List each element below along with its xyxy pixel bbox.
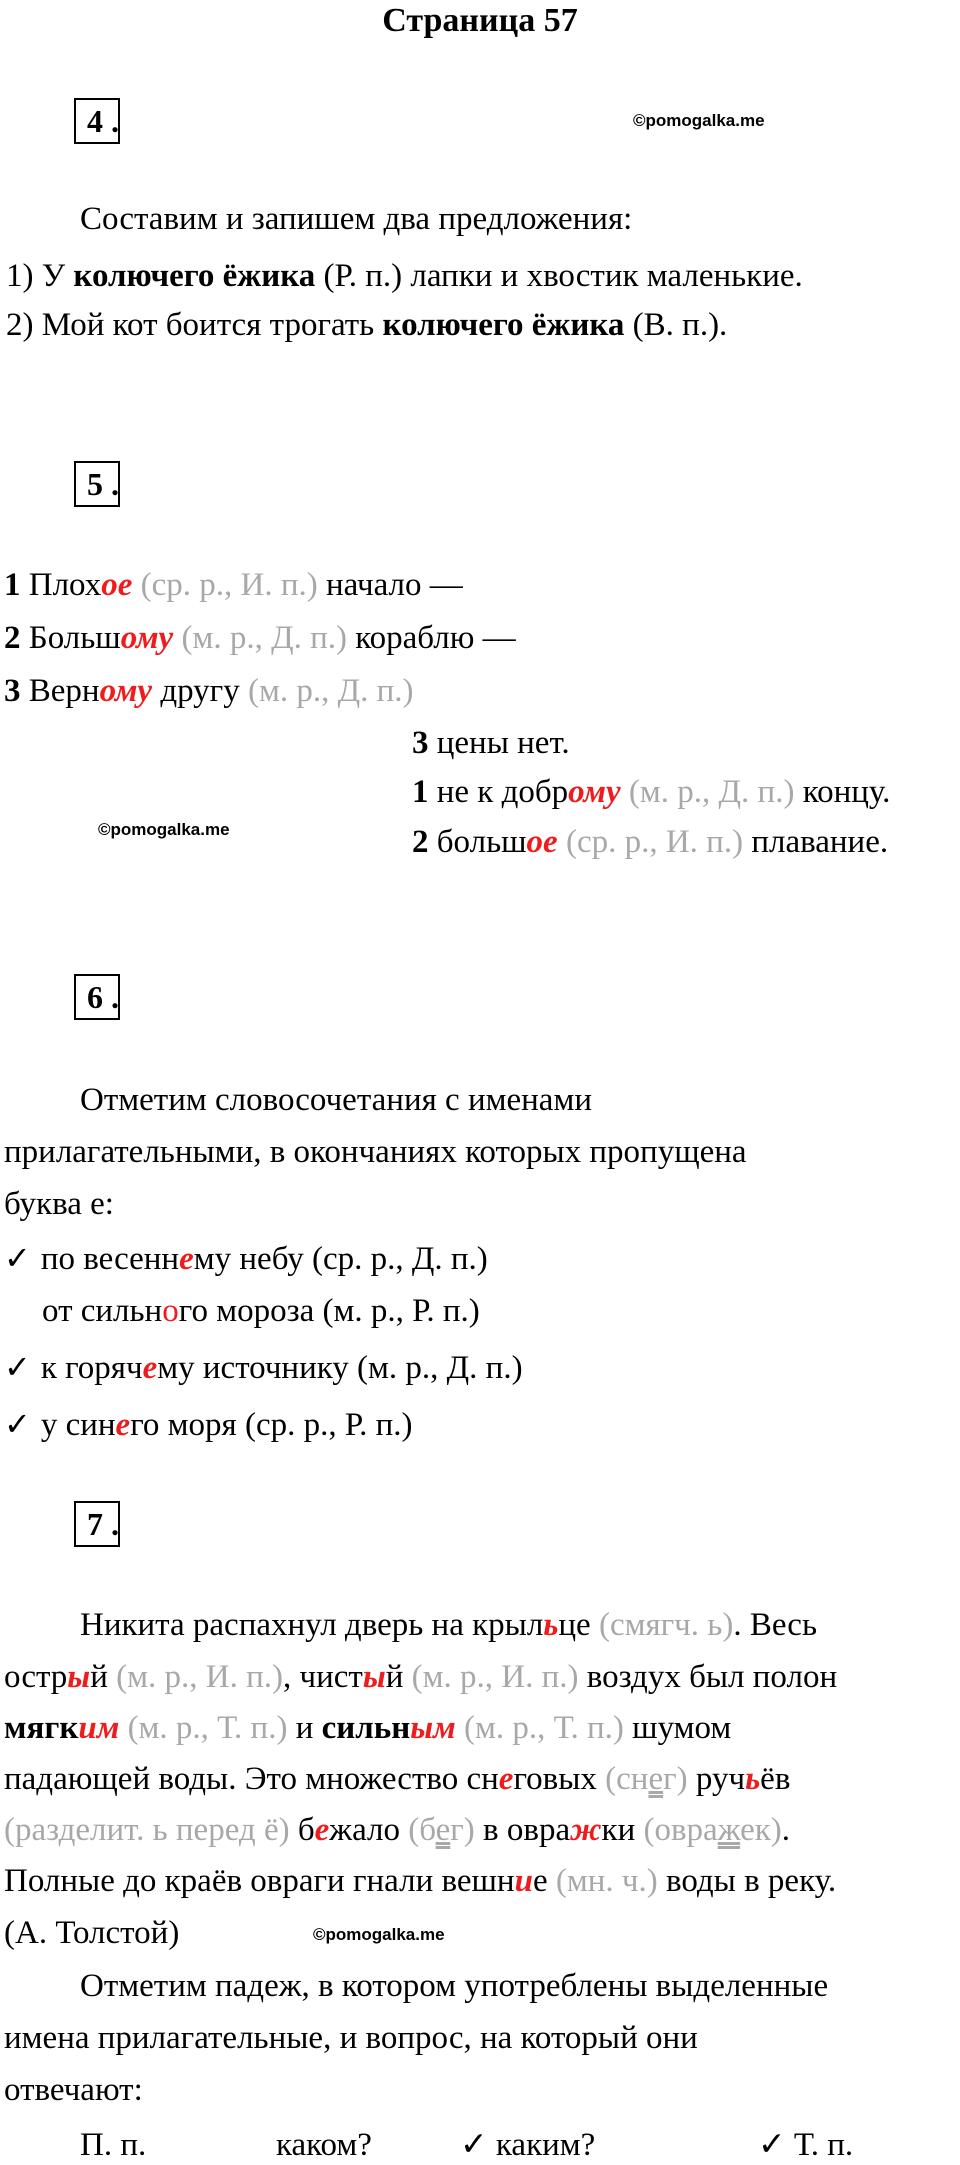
task-7-question-1: Отметим падеж, в котором употреблены выделенные	[80, 1968, 829, 2004]
watermark: ©pomogalka.me	[98, 820, 230, 839]
task-7-dot: .	[111, 1506, 119, 1542]
task-6-dot: .	[111, 979, 119, 1015]
task-4-dot: .	[111, 103, 119, 139]
task-7-question-2: имена прилагательные, и вопрос, на который они	[4, 2020, 698, 2056]
task-7-question-3: отвечают:	[4, 2072, 143, 2108]
answer-question-kakom: каком?	[276, 2127, 372, 2163]
task-7-line-6: Полные до краёв овраги гнали вешние (мн. ч.) воды в реку.	[4, 1863, 837, 1899]
checkmark-icon: ✓	[4, 1405, 31, 1443]
watermark: ©pomogalka.me	[313, 1925, 445, 1944]
checkmark-icon: ✓	[4, 1239, 31, 1277]
task-6-number: 6	[87, 979, 103, 1015]
task-6-intro-1: Отметим словосочетания с именами	[80, 1082, 592, 1118]
task-5-line-2: 2 Большому (м. р., Д. п.) кораблю —	[4, 620, 516, 656]
answer-question-kakim: ✓ каким?	[460, 2127, 596, 2163]
task-5-match-1: 3 цены нет.	[412, 725, 570, 761]
page-title: Страница 57	[382, 2, 578, 39]
task-6-intro-3: буква е:	[4, 1186, 114, 1222]
task-7-line-5: (разделит. ь перед ё) бежало (бег) в овражки (овражек).	[4, 1812, 790, 1848]
watermark: ©pomogalka.me	[633, 111, 765, 130]
task-6-intro-2: прилагательными, в окончаниях которых пропущена	[4, 1134, 747, 1170]
task-6-item-4: ✓ у синего моря (ср. р., Р. п.)	[4, 1405, 413, 1443]
task-6-item-2: от сильного мороза (м. р., Р. п.)	[42, 1293, 480, 1329]
task-7-line-1: Никита распахнул дверь на крыльце (смягч. ь). Весь	[80, 1607, 818, 1643]
task-7-number: 7	[87, 1506, 103, 1542]
task-7-source: (А. Толстой)	[4, 1915, 180, 1951]
answer-case-instrumental: ✓ Т. п.	[758, 2127, 854, 2163]
task-7-line-4: падающей воды. Это множество снеговых (снег) ручьёв	[4, 1761, 791, 1797]
task-4-intro: Составим и запишем два предложения:	[80, 201, 633, 237]
task-4-sentence-1: 1) У колючего ёжика (Р. п.) лапки и хвостик маленькие.	[6, 258, 803, 294]
checkmark-icon: ✓	[4, 1348, 31, 1386]
answer-case-prepositional: П. п.	[80, 2127, 147, 2163]
task-7-line-2: острый (м. р., И. п.), чистый (м. р., И. п.) воздух был полон	[4, 1659, 838, 1695]
task-5-number: 5	[87, 466, 103, 502]
task-5-match-2: 1 не к доброму (м. р., Д. п.) концу.	[412, 774, 891, 810]
task-5-dot: .	[111, 466, 119, 502]
task-4-sentence-2: 2) Мой кот боится трогать колючего ёжика (В. п.).	[6, 307, 728, 343]
task-4-number: 4	[87, 103, 103, 139]
task-5-line-1: 1 Плохое (ср. р., И. п.) начало —	[4, 567, 463, 603]
task-5-match-3: 2 большое (ср. р., И. п.) плавание.	[412, 824, 889, 860]
task-7-line-3: мягким (м. р., Т. п.) и сильным (м. р., Т. п.) шумом	[4, 1710, 732, 1746]
task-6-item-1: ✓ по весеннему небу (ср. р., Д. п.)	[4, 1239, 488, 1277]
task-6-item-3: ✓ к горячему источнику (м. р., Д. п.)	[4, 1348, 523, 1386]
task-5-line-3: 3 Верному другу (м. р., Д. п.)	[4, 673, 414, 709]
